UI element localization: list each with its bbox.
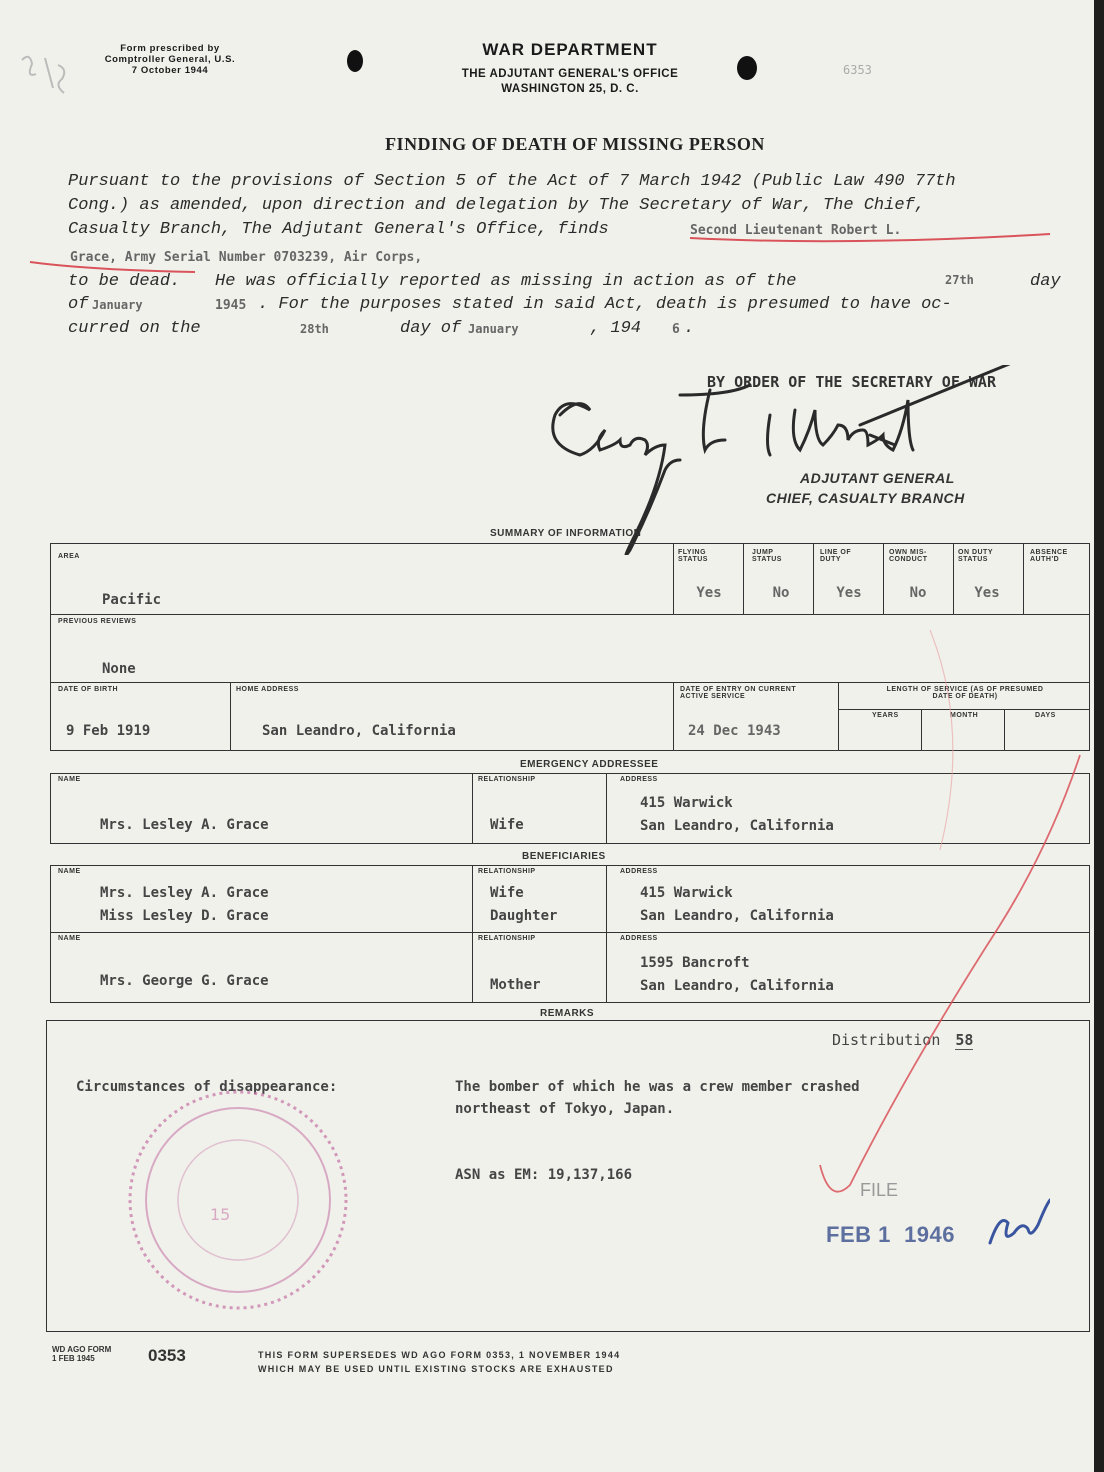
body-dead: to be dead. [68,272,181,291]
emergency-address-label: ADDRESS [620,776,658,783]
form-prescription-note: Form prescribed by Comptroller General, U.S. 7 October 1944 [104,43,236,76]
ben2-address-1: 1595 Bancroft [640,955,750,971]
rule [472,773,473,844]
body-line-1: Pursuant to the provisions of Section 5 of the Act of 7 March 1942 (Public Law 490 77th [68,172,956,191]
los-month-label: MONTH [950,712,979,719]
rule [673,682,674,751]
ben1-name-2: Miss Lesley D. Grace [100,908,269,924]
ben1-name-1: Mrs. Lesley A. Grace [100,885,269,901]
ben1-address-label: ADDRESS [620,868,658,875]
missing-month: January [92,298,143,312]
ben1-relationship-label: RELATIONSHIP [478,868,536,875]
body-line-5: He was officially reported as missing in action as of the [215,272,797,291]
ben2-name-label: NAME [58,935,81,942]
dob-value: 9 Feb 1919 [66,723,151,739]
area-value: Pacific [102,592,162,608]
los-days-label: DAYS [1035,712,1056,719]
rule [606,773,607,844]
emergency-name: Mrs. Lesley A. Grace [100,817,269,833]
adjutant-general-title: ADJUTANT GENERAL [800,470,955,486]
length-of-service-label: LENGTH OF SERVICE (AS OF PRESUMED DATE OF DEATH) [886,686,1044,700]
rule [230,682,231,751]
body-line-7: curred on the [68,319,201,338]
death-month: January [468,322,519,336]
beneficiaries-heading: BENEFICIARIES [522,851,606,862]
rule [673,543,674,614]
los-years-label: YEARS [872,712,899,719]
area-label: AREA [58,553,80,560]
death-day: 28th [300,322,329,336]
remarks-heading: REMARKS [540,1008,595,1019]
ben2-relationship-label: RELATIONSHIP [478,935,536,942]
rule [472,865,473,1003]
body-year-prefix: , 194 [590,319,642,338]
circumstances-label: Circumstances of disappearance: [76,1079,338,1095]
distribution: Distribution 58 [832,1031,974,1049]
home-address-label: HOME ADDRESS [236,686,299,693]
initials-mark [980,1195,1050,1255]
form-number: 0353 [148,1346,186,1365]
status-flying: FLYING STATUS Yes [678,549,722,601]
circular-stamp [118,1080,358,1320]
red-check-mark [780,520,1094,1240]
body-day-word: day [1030,272,1061,291]
file-stamp-date: FEB 1 1946 [826,1222,956,1247]
form-stamp-number: 6353 [843,63,872,77]
entry-value: 24 Dec 1943 [688,723,781,739]
casualty-branch-title: CHIEF, CASUALTY BRANCH [766,490,965,506]
body-dayof: day of [400,319,462,338]
document-title: FINDING OF DEATH OF MISSING PERSON [385,134,765,154]
emergency-address-1: 415 Warwick [640,795,733,811]
name-serial: Grace, Army Serial Number 0703239, Air Corps, [70,250,423,265]
previous-reviews-label: PREVIOUS REVIEWS [58,618,137,625]
ben1-relationship-1: Wife [490,885,524,901]
missing-day: 27th [945,273,974,287]
body-of-word: of [68,295,89,314]
rule [743,543,744,614]
circumstances-line-2: northeast of Tokyo, Japan. [455,1101,675,1117]
emergency-name-label: NAME [58,776,81,783]
status-jump: JUMP STATUS No [752,549,790,601]
svg-text:15: 15 [210,1205,231,1224]
dob-label: DATE OF BIRTH [58,686,119,693]
by-order-line: BY ORDER OF THE SECRETARY OF WAR [707,373,996,391]
circumstances-line-1: The bomber of which he was a crew member crashed [455,1079,860,1095]
body-line-6: . For the purposes stated in said Act, death is presumed to have oc- [258,295,952,314]
status-on-duty: ON DUTY STATUS Yes [958,549,1000,601]
ben2-address-label: ADDRESS [620,935,658,942]
red-pencil-underline [0,0,1094,300]
status-line-of-duty: LINE OF DUTY Yes [820,549,862,601]
ben2-relationship: Mother [490,977,541,993]
summary-heading: SUMMARY OF INFORMATION [490,528,642,539]
rule [606,865,607,1003]
missing-year: 1945 [215,298,247,313]
ben1-address-1: 415 Warwick [640,885,733,901]
emergency-relationship: Wife [490,817,524,833]
status-absence: ABSENCE AUTH'D [1030,549,1068,563]
body-line-2: Cong.) as amended, upon direction and delegation by The Secretary of War, The Chief, [68,196,925,215]
file-stamp-label: FILE [860,1180,899,1200]
ben2-name: Mrs. George G. Grace [100,973,269,989]
asn-line: ASN as EM: 19,137,166 [455,1167,633,1183]
emergency-heading: EMERGENCY ADDRESSEE [520,759,659,770]
status-misconduct: OWN MIS- CONDUCT No [889,549,928,601]
ben2-address-2: San Leandro, California [640,978,834,994]
home-address-value: San Leandro, California [262,723,456,739]
previous-reviews-value: None [102,661,136,677]
ben1-relationship-2: Daughter [490,908,558,924]
agency-header: WAR DEPARTMENT THE ADJUTANT GENERAL'S OFFICE WASHINGTON 25, D. C. [461,40,679,95]
death-year-digit: 6 [672,322,680,337]
emergency-address-2: San Leandro, California [640,818,834,834]
body-line-3: Casualty Branch, The Adjutant General's Office, finds [68,220,609,239]
form-id: WD AGO FORM 1 FEB 1945 [52,1345,112,1363]
supersedes-note: THIS FORM SUPERSEDES WD AGO FORM 0353, 1 NOVEMBER 1944 WHICH MAY BE USED UNTIL EXISTING STOCKS ARE EXHAUSTED [258,1350,621,1374]
ben1-address-2: San Leandro, California [640,908,834,924]
body-period: . [684,319,695,338]
entry-label: DATE OF ENTRY ON CURRENT ACTIVE SERVICE [680,686,797,700]
ben1-name-label: NAME [58,868,81,875]
rank-name: Second Lieutenant Robert L. [690,223,902,238]
emergency-relationship-label: RELATIONSHIP [478,776,536,783]
